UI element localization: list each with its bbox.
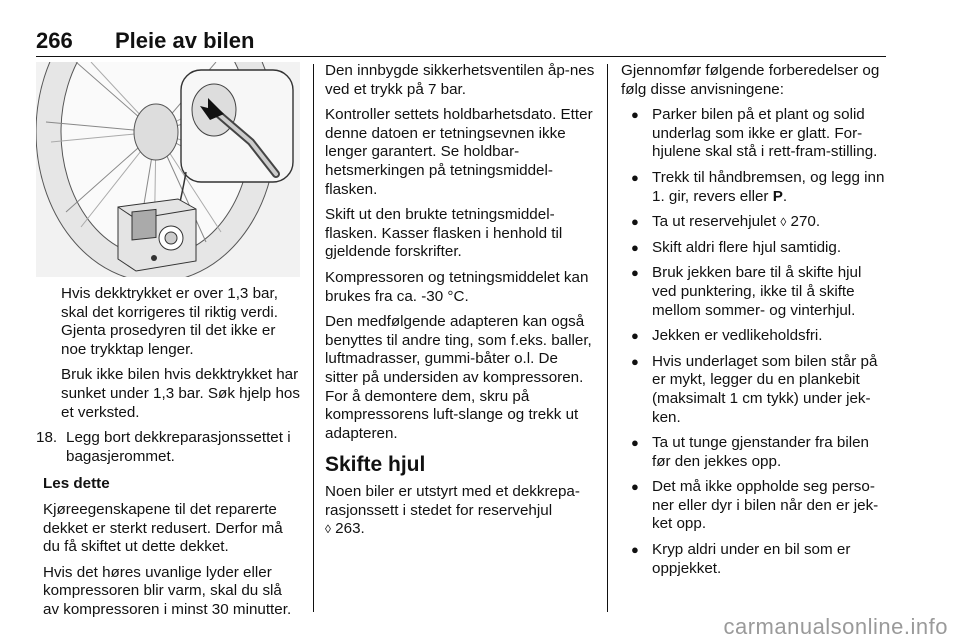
note-paragraph: Kjøreegenskapene til det reparerte dekket er sterkt redusert. Derfor må du få skiftet ut dette dekket. [43, 500, 283, 556]
list-item [621, 478, 887, 534]
gear-label: P [772, 187, 783, 205]
list-item-text: Hvis underlaget som bilen står på er mykt, legger du en plankebit (maksimalt 1 cm tykk) under jek-ken. [652, 352, 878, 426]
text-paragraph [325, 483, 595, 539]
list-item-text: Kryp aldri under en bil som er oppjekket. [652, 541, 851, 577]
list-item [621, 541, 887, 578]
paragraph-text: Noen biler er utstyrt med et dekkrepa-rasjonssett i stedet for reservehjul [325, 483, 580, 519]
list-item-text-main: Trekk til håndbremsen, og legg inn 1. gir, revers eller [652, 168, 885, 205]
bullet-icon: ● [631, 479, 639, 495]
bullet-icon: ● [631, 107, 639, 123]
text-paragraph: Bruk ikke bilen hvis dekktrykket har sunket under 1,3 bar. Søk hjelp hos et verksted. [61, 366, 300, 421]
list-item [621, 434, 887, 471]
list-item-text-main: Ta ut reservehjulet [652, 213, 777, 231]
list-item-text: Bruk jekken bare til å skifte hjul ved punktering, ikke til å skifte mellom sommer- og vinterhjul. [652, 264, 862, 319]
bullet-icon: ● [631, 239, 639, 255]
text-paragraph: Hvis dekktrykket er over 1,3 bar, skal det korrigeres til riktig verdi. Gjenta prosedyren til det ikke er noe trykktap lenger. [61, 285, 278, 358]
bullet-icon: ● [631, 542, 639, 558]
bullet-icon: ● [631, 328, 639, 344]
tyre-compressor-illustration [36, 62, 300, 277]
column-left [36, 62, 300, 620]
section-heading: Skifte hjul [325, 453, 426, 477]
column-divider-left [313, 64, 314, 612]
wheel-compressor-drawing [36, 62, 300, 277]
page-number: 266 [36, 28, 73, 53]
list-item-text [652, 213, 820, 232]
list-item [621, 264, 887, 320]
list-item [621, 106, 887, 162]
list-item [621, 239, 887, 258]
bullet-icon: ● [631, 435, 639, 451]
page-title: Pleie av bilen [115, 28, 255, 53]
list-item [621, 327, 887, 346]
text-paragraph: Kontroller settets holdbarhetsdato. Etter denne datoen er tetningsevnen ikke lenger garantert. Se holdbar-hetsmerkingen på tetningsmiddel-flasken. [325, 106, 593, 198]
bullet-list [621, 106, 887, 578]
page-reference-icon: ◊ [325, 522, 331, 537]
numbered-step [36, 429, 300, 466]
text-paragraph: Den medfølgende adapteren kan også benyttes til andre ting, som f.eks. baller, luftmadrasser, gummi-båter o.l. De sitter på undersiden av kompressoren. For å demontere dem, skru på kompressorens luft-slange og trekk ut adapteren. [325, 313, 592, 442]
list-item-text [652, 169, 887, 206]
punctuation: . [782, 187, 788, 205]
bullet-icon: ● [631, 169, 639, 185]
list-item-text: Det må ikke oppholde seg perso-ner eller dyr i bilen når den er jek-ket opp. [652, 478, 879, 533]
page-reference[interactable]: 270. [790, 213, 821, 231]
column-divider-right [607, 64, 608, 612]
step-text: Legg bort dekkreparasjonssettet i bagasjerommet. [66, 429, 291, 465]
text-paragraph: Kompressoren og tetningsmiddelet kan brukes fra ca. -30 °C. [325, 268, 589, 305]
list-item-text: Ta ut tunge gjenstander fra bilen før den jekkes opp. [652, 434, 869, 470]
bullet-icon: ● [631, 214, 639, 230]
text-paragraph: Den innbygde sikkerhetsventilen åp-nes ved et trykk på 7 bar. [325, 62, 595, 98]
list-item-text: Skift aldri flere hjul samtidig. [652, 238, 842, 256]
list-item [621, 169, 887, 206]
bullet-icon: ● [631, 353, 639, 369]
list-item [621, 353, 887, 427]
bullet-icon: ● [631, 265, 639, 281]
note-title: Les dette [43, 475, 110, 493]
list-item-text: Parker bilen på et plant og solid underlag som ikke er glatt. For-hjulene skal stå i rett-fram-stilling. [652, 106, 878, 161]
step-number: 18. [36, 429, 58, 447]
column-right [621, 62, 887, 585]
text-paragraph: Gjennomfør følgende forberedelser og følg disse anvisningene: [621, 62, 880, 98]
text-paragraph: Skift ut den brukte tetningsmiddel-flasken. Kasser flasken i henhold til gjeldende forskrifter. [325, 206, 563, 261]
column-middle [325, 62, 595, 546]
page-reference-icon: ◊ [780, 215, 787, 230]
list-item-text: Jekken er vedlikeholdsfri. [652, 327, 823, 345]
page-header [36, 26, 886, 57]
list-item [621, 213, 887, 232]
page-reference[interactable]: 263. [335, 520, 365, 538]
note-paragraph: Hvis det høres uvanlige lyder eller kompressoren blir varm, skal du slå av kompressoren i minst 30 minutter. [43, 563, 292, 618]
watermark: carmanualsonline.info [723, 614, 948, 639]
